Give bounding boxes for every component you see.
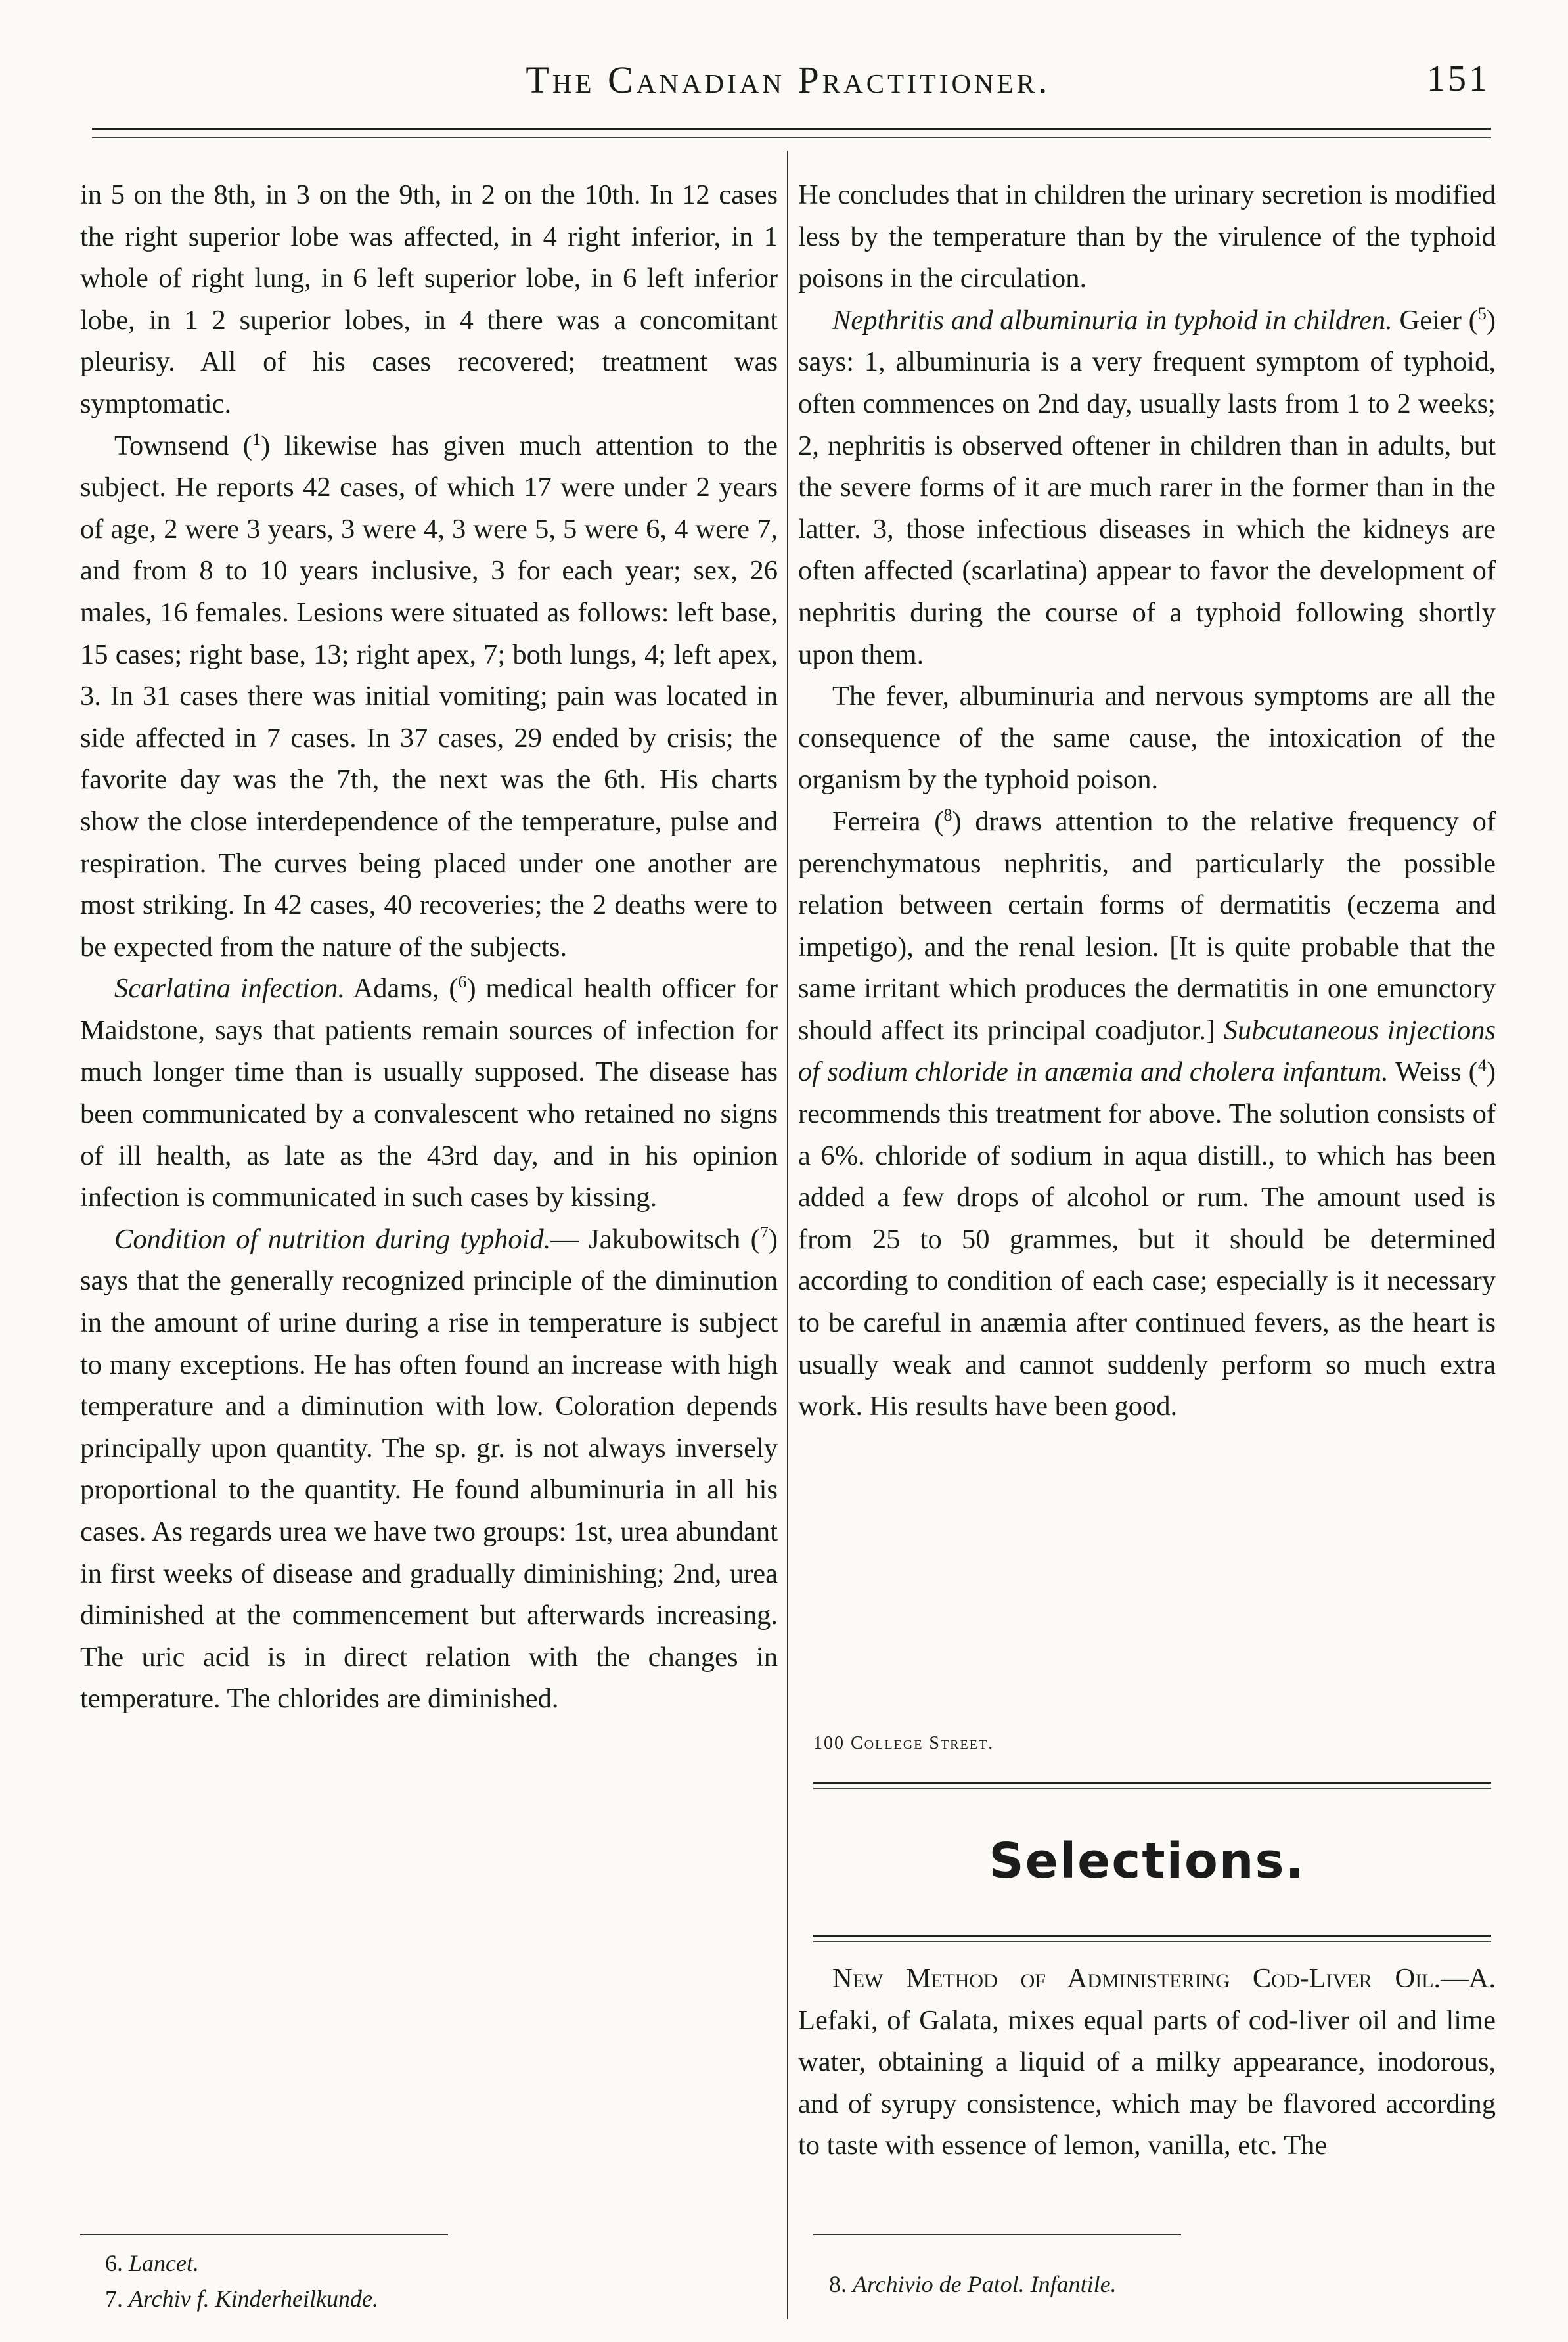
footnote-7: [105, 2282, 378, 2315]
selections-body: [798, 1958, 1496, 2167]
paragraph: in 5 on the 8th, in 3 on the 9th, in 2 on the 10th. In 12 cases the right superior lobe was affected, in 4 right inferior, in 1 whole of right lung, in 6 left superior lobe, in 6 left inferior lobe, in 1 2 superior lobes, in 4 there was a concomitant pleurisy. All of his cases recovered; treatment was symptomatic.: [80, 179, 778, 419]
paragraph: [80, 425, 778, 968]
text: — Jakubowitsch (: [550, 1223, 760, 1255]
text: ) says that the generally recognized principle of the diminution in the amount of urine during a rise in temperature is subject to many exceptions. He has often found an increase with high temperature and a diminution with low. Coloration depends principally upon quantity. The sp. gr. is not always inversely proportional to the quantity. He found albuminuria in all his cases. As regards urea we have two groups: 1st, urea abundant in first weeks of disease and gradually diminishing; 2nd, urea diminished at the commencement but afterwards increasing. The uric acid is in direct relation with the changes in temperature. The chlorides are diminished.: [80, 1223, 778, 1715]
text: ) says: 1, albuminuria is a very frequent symptom of typhoid, often commences on 2nd day, usually lasts from 1 to 2 weeks; 2, nephritis is observed oftener in children than in adults, but the severe forms of it are much rarer in the former than in the latter. 3, those infectious diseases in which the kidneys are often affected (scarlatina) appear to favor the development of nephritis during the course of a typhoid following shortly upon them.: [798, 304, 1496, 670]
article-title: New Method of Administering Cod-Liver Oil.: [832, 1963, 1441, 1994]
footnote-6: [105, 2247, 199, 2280]
section-title: Scarlatina infection.: [114, 973, 346, 1004]
text: ) draws attention to the relative frequency of perenchymatous nephritis, and particularly the possible relation between certain forms of dermatitis (eczema and impetigo), and the renal lesion. [It is quite probable that the same irritant which produces the dermatitis in one emunctory should affect its principal coadjutor.]: [798, 805, 1496, 1046]
section-title: Nepthritis and albuminuria in typhoid in children.: [832, 304, 1393, 336]
footnote-ref: 4: [1477, 1056, 1487, 1075]
footnote-number: 6.: [105, 2250, 123, 2276]
section-rule-bottom: [813, 1935, 1491, 1942]
footnote-text: Archiv f. Kinderheilkunde.: [129, 2286, 378, 2312]
footnote-rule: [80, 2234, 448, 2235]
footnote-8: [829, 2268, 1117, 2301]
paragraph: [798, 1958, 1496, 2167]
text: ) likewise has given much attention to the subject. He reports 42 cases, of which 17 were under 2 years of age, 2 were 3 years, 3 were 4, 3 were 5, 5 were 6, 4 were 7, and from 8 to 10 years inclusive, 3 for each year; sex, 26 males, 16 females. Lesions were situated as follows: left base, 15 cases; right base, 13; right apex, 7; both lungs, 4; left apex, 3. In 31 cases there was initial vomiting; pain was located in side affected in 7 cases. In 37 cases, 29 ended by crisis; the favorite day was the 7th, the next was the 6th. His charts show the close interdependence of the temperature, pulse and respiration. The curves being placed under one another are most striking. In 42 cases, 40 recoveries; the 2 deaths were to be expected from the nature of the subjects.: [80, 430, 778, 962]
header-rule: [92, 128, 1491, 138]
text: —A. Lefaki, of Galata, mixes equal parts of cod-liver oil and lime water, obtaining a liquid of a milky appearance, inodorous, and of syrupy consistence, which may be flavored according to taste with essence of lemon, vanilla, etc. The: [798, 1963, 1496, 2161]
footnote-ref: 6: [458, 972, 467, 992]
page-number: 151: [1427, 58, 1490, 99]
text: Adams, (: [345, 973, 459, 1004]
footnote-ref: 1: [252, 429, 261, 449]
text: Ferreira (: [832, 805, 944, 837]
paragraph: [798, 300, 1496, 675]
paragraph: The fever, albuminuria and nervous symptoms are all the consequence of the same cause, the intoxication of the organism by the typhoid poison.: [798, 681, 1496, 796]
author-address: 100 College Street.: [813, 1733, 995, 1753]
section-rule-top: [813, 1782, 1491, 1789]
footnote-ref: 7: [759, 1223, 769, 1242]
footnote-ref: 8: [943, 805, 952, 824]
right-column: [798, 174, 1496, 1428]
footnote-number: 8.: [829, 2271, 847, 2297]
paragraph: [798, 801, 1496, 1428]
footnote-ref: 5: [1477, 304, 1487, 323]
section-title: Subcutaneous injections of sodium chloride in anæmia and cholera infantum.: [798, 1014, 1496, 1088]
paragraph: [80, 1219, 778, 1720]
text: ) recommends this treatment for above. The solution consists of a 6%. chloride of sodium in aqua distill., to which has been added a few drops of alcohol or rum. The amount used is from 25 to 50 grammes, but it should be determined according to condition of each case; especially is it necessary to be careful in anæmia after continued fevers, as the heart is usually weak and cannot suddenly perform so much extra work. His results have been good.: [798, 1056, 1496, 1422]
footnote-text: Archivio de Patol. Infantile.: [853, 2271, 1117, 2297]
text: Geier (: [1392, 304, 1478, 336]
text: ) medical health officer for Maidstone, says that patients remain sources of infection for much longer time than is usually supposed. The disease has been communicated by a convalescent who retained no signs of ill health, as late as the 43rd day, and in his opinion infection is communicated in such cases by kissing.: [80, 973, 778, 1213]
footnote-text: Lancet.: [129, 2250, 199, 2276]
text: Weiss (: [1388, 1056, 1478, 1088]
paragraph: He concludes that in children the urinary secretion is modified less by the temperature than by the virulence of the typhoid poisons in the circulation.: [798, 179, 1496, 294]
left-column: [80, 174, 778, 1720]
paragraph: [80, 968, 778, 1219]
footnote-rule: [813, 2234, 1181, 2235]
footnote-number: 7.: [105, 2286, 123, 2312]
journal-title: The Canadian Practitioner.: [526, 58, 1051, 101]
text: Townsend (: [114, 430, 252, 461]
section-heading: Selections.: [989, 1833, 1305, 1889]
running-header: [79, 58, 1498, 117]
section-title: Condition of nutrition during typhoid.: [114, 1223, 551, 1255]
column-divider: [787, 151, 788, 2319]
